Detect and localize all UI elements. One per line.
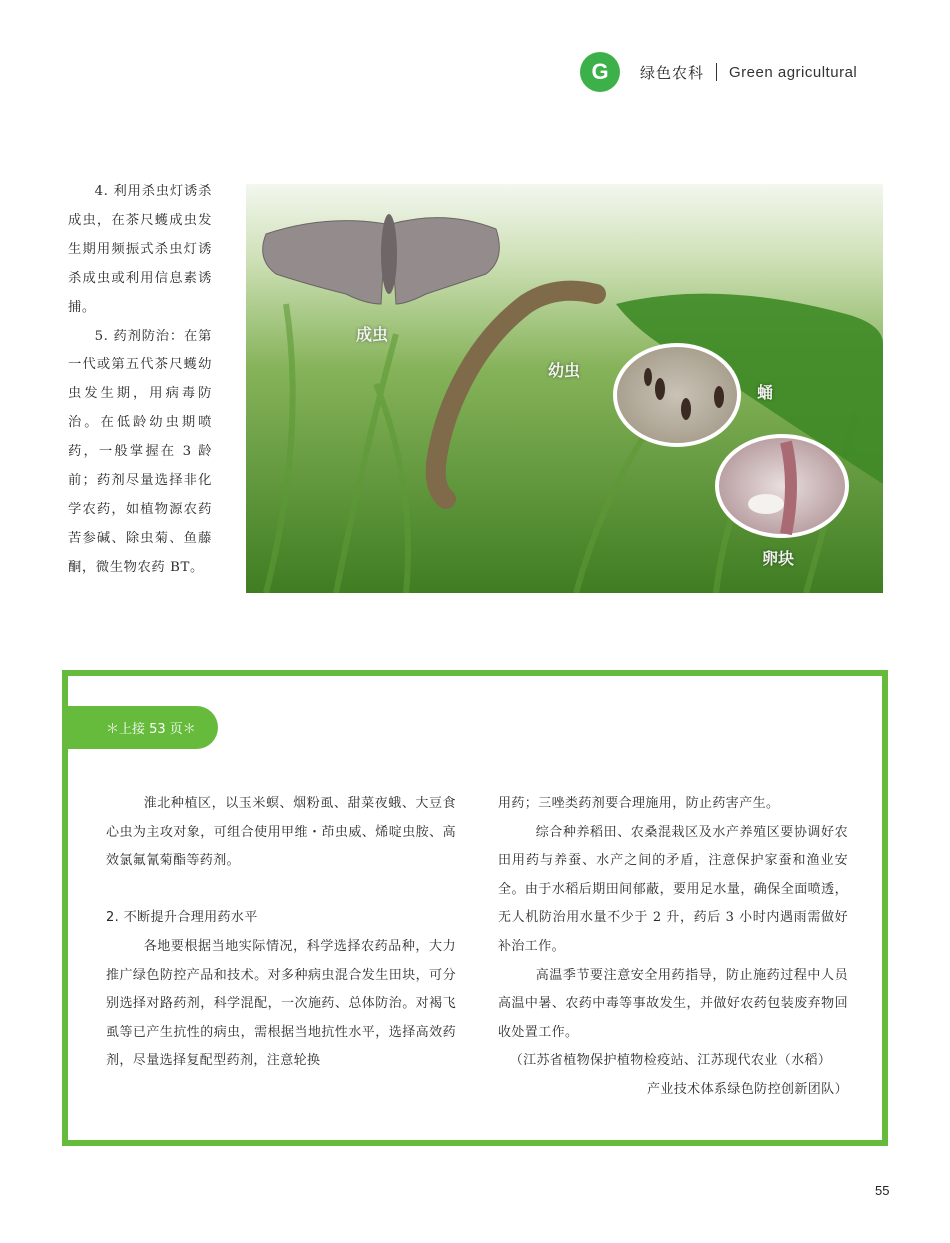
label-larva: 幼虫 xyxy=(548,361,581,380)
paragraph-rotation: 用药；三唑类药剂要合理施用，防止药害产生。 xyxy=(498,796,780,811)
label-egg-mass: 卵块 xyxy=(762,549,795,568)
pest-illustration xyxy=(246,184,883,593)
label-adult: 成虫 xyxy=(356,325,389,344)
article-column-left xyxy=(106,790,456,1076)
page-number: 55 xyxy=(875,1183,890,1198)
article-column-right xyxy=(498,790,848,1105)
header xyxy=(580,52,857,92)
pest-photo xyxy=(246,184,883,593)
paragraph-integrated-farming: 综合种养稻田、农桑混栽区及水产养殖区要协调好农田用药与养蚕、水产之间的矛盾，注意保护家蚕和渔业安全。由于水稻后期田间郁蔽，要用足水量，确保全面喷透，无人机防治用水量不少于 2 升，药后 3 小时内遇雨需做好补治工作。 xyxy=(498,824,848,954)
paragraph-rational-use: 各地要根据当地实际情况，科学选择农药品种，大力推广绿色防控产品和技术。对多种病虫混合发生田块，可分别选择对路药剂，科学混配，一次施药、总体防治。对褐飞虱等已产生抗性的病虫，需根据当地抗性水平，选择高效药剂，尽量选择复配型药剂，注意轮换 xyxy=(106,938,456,1069)
credit-line-1: （江苏省植物保护植物检疫站、江苏现代农业（水稻） xyxy=(509,1053,832,1069)
section-heading: 2. 不断提升合理用药水平 xyxy=(106,910,258,926)
g-logo-icon: G xyxy=(580,52,620,92)
paragraph-light-trap: 4. 利用杀虫灯诱杀成虫，在茶尺蠖成虫发生期用频振式杀虫灯诱杀成虫或利用信息素诱捕。 xyxy=(68,184,212,315)
label-pupa: 蛹 xyxy=(757,383,774,402)
paragraph-huaibei: 淮北种植区，以玉米螟、烟粉虱、甜菜夜蛾、大豆食心虫为主攻对象，可组合使用甲维・茚虫威、烯啶虫胺、高效氯氟氰菊酯等药剂。 xyxy=(106,796,456,869)
column-title-en: Green agricultural xyxy=(729,63,858,81)
column-title-cn: 绿色农科 xyxy=(640,63,705,82)
paragraph-high-temperature: 高温季节要注意安全用药指导，防止施药过程中人员高温中暑、农药中毒等事故发生，并做好农药包装废弃物回收处置工作。 xyxy=(498,967,848,1040)
side-text-column xyxy=(68,178,212,583)
paragraph-chemical-control: 5. 药剂防治：在第一代或第五代茶尺蠖幼虫发生期，用病毒防治。在低龄幼虫期喷药，一般掌握在 3 龄前；药剂尽量选择非化学农药，如植物源农药苦参碱、除虫菊、鱼藤酮，微生物农药 BT。 xyxy=(68,328,212,575)
credit-line-2: 产业技术体系绿色防控创新团队） xyxy=(646,1081,848,1097)
title-divider xyxy=(716,63,717,81)
continued-from-tab: ＊上接 53 页＊ xyxy=(62,706,218,749)
